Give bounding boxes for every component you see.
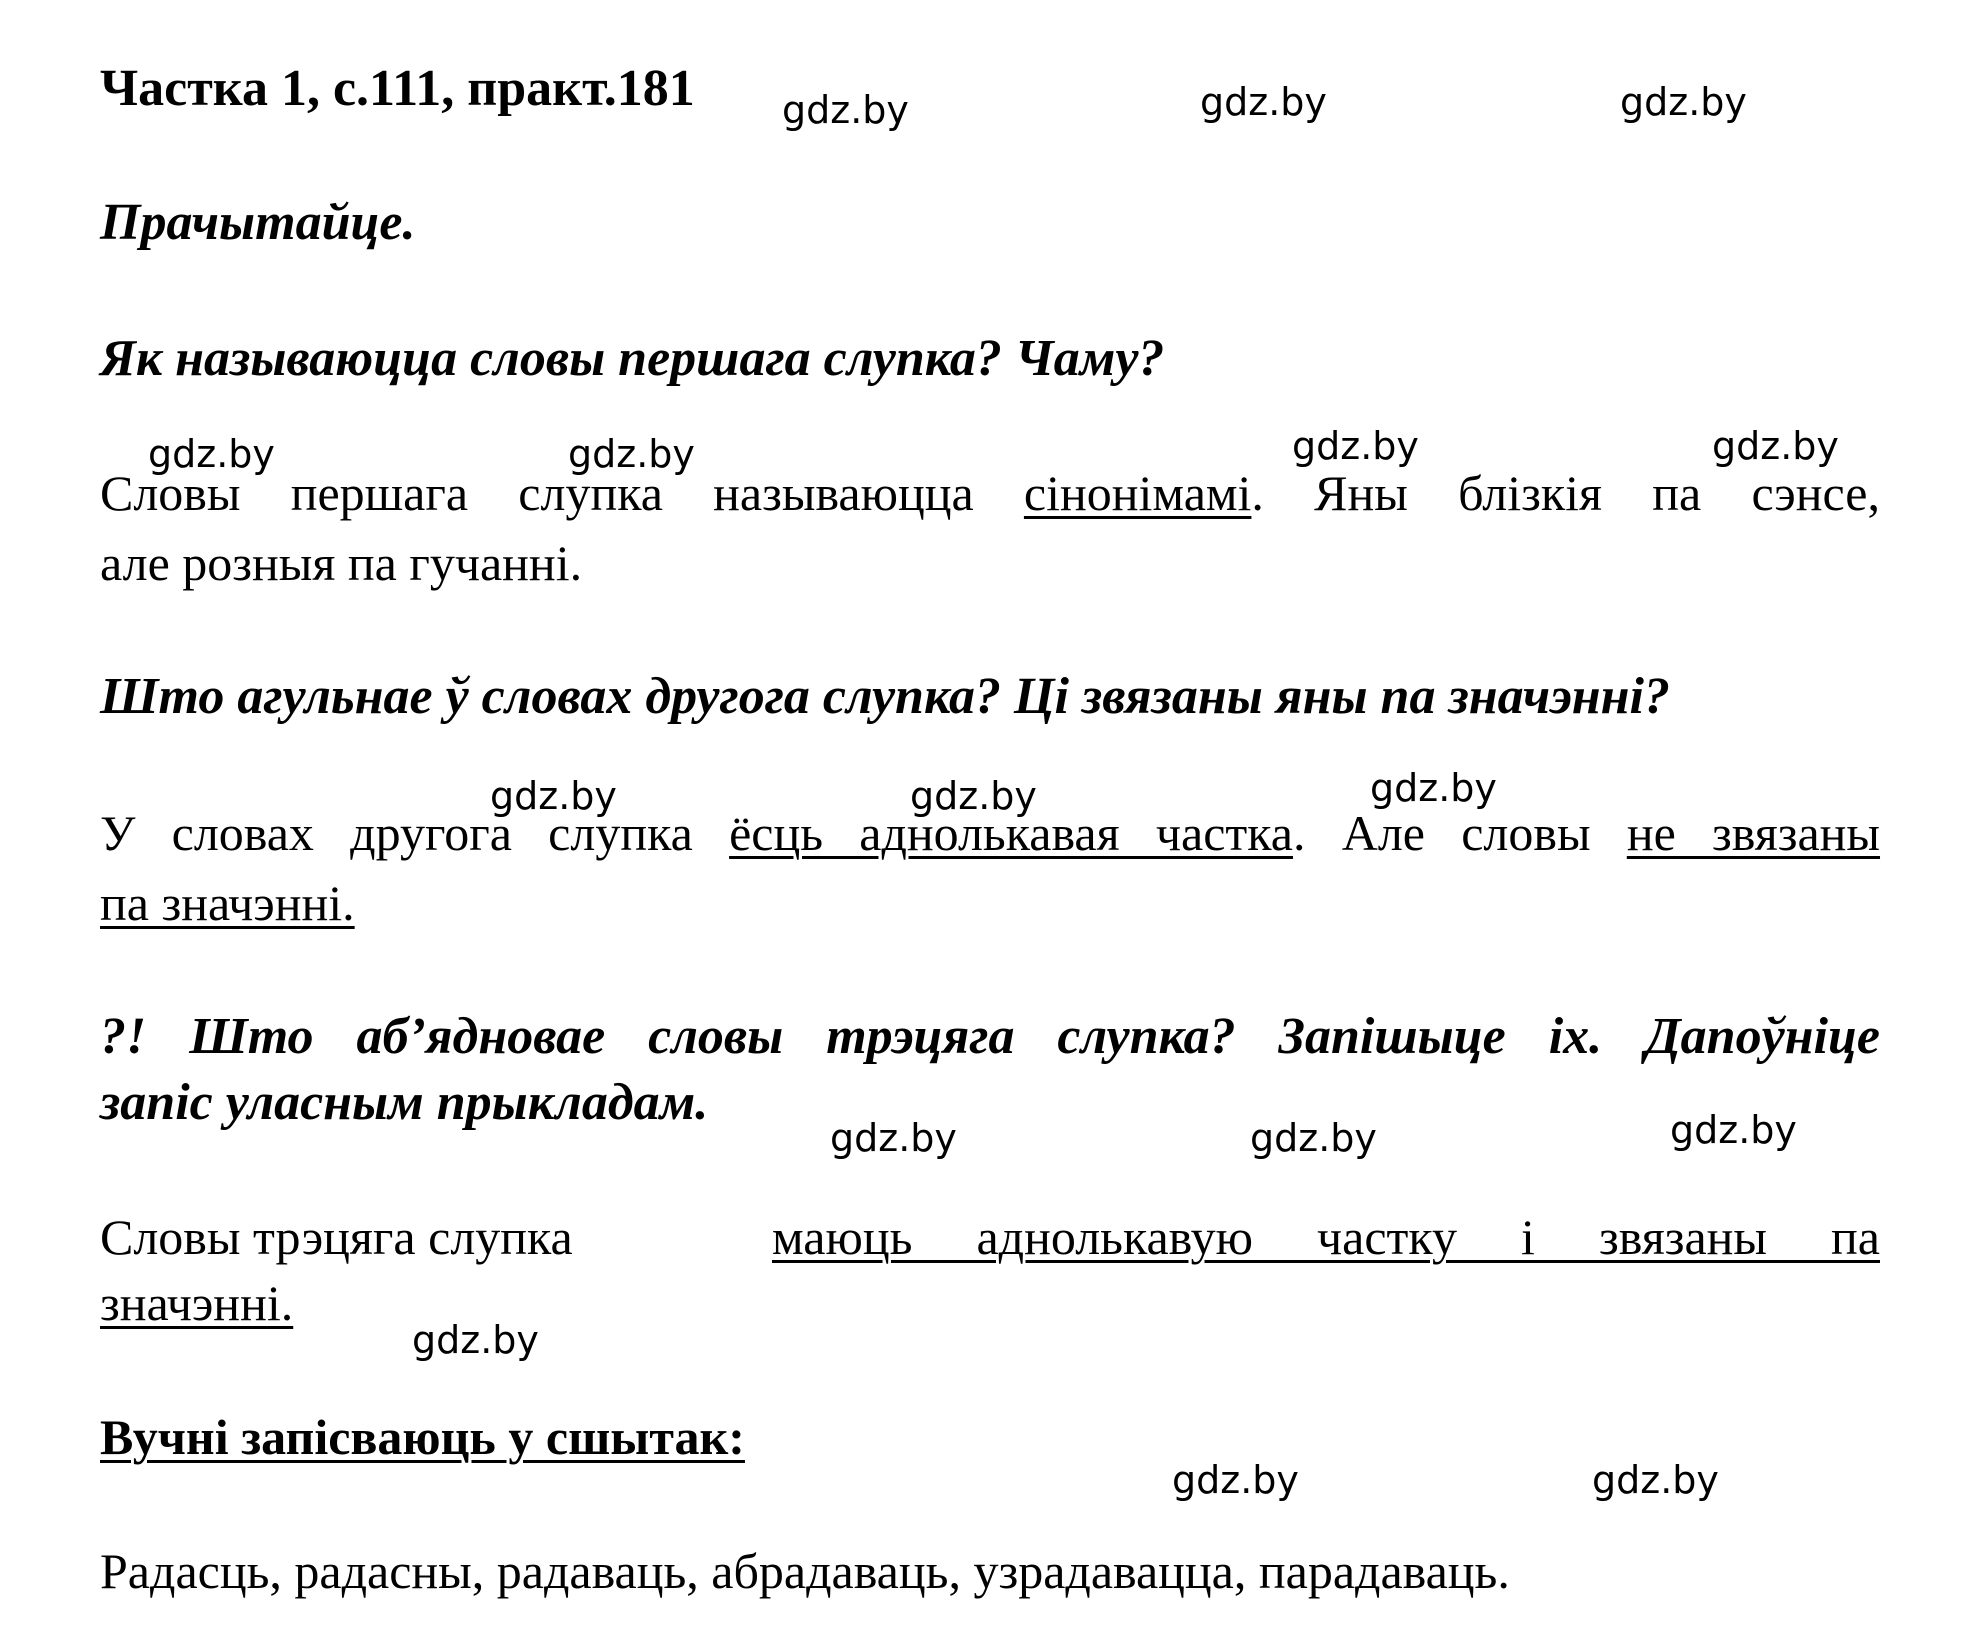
watermark: gdz.by xyxy=(1370,766,1497,810)
notebook-heading-text: Вучні запісваюць у сшытак: xyxy=(100,1409,745,1465)
watermark: gdz.by xyxy=(1592,1458,1719,1502)
answer-2-underlined-phrase: ёсць аднолькавая частка xyxy=(729,805,1293,861)
watermark: gdz.by xyxy=(1712,424,1839,468)
question-3-line-2: запіс уласным прыкладам. xyxy=(100,1074,709,1131)
answer-3-line-1 xyxy=(100,1204,1880,1270)
answer-1-text-end: . Яны блізкія па сэнсе, xyxy=(1251,465,1880,521)
watermark: gdz.by xyxy=(148,432,275,476)
page-title: Частка 1, с.111, практ.181 xyxy=(100,60,695,117)
answer-3-underlined-line-2: значэнні. xyxy=(100,1275,294,1331)
answer-1-line-2: але розныя па гучанні. xyxy=(100,535,583,591)
watermark: gdz.by xyxy=(830,1116,957,1160)
answer-1-line-1 xyxy=(100,460,1880,526)
watermark: gdz.by xyxy=(782,88,909,132)
answer-2-text-mid: . Але словы xyxy=(1292,805,1591,861)
answer-1-underlined-term: сінонімамі xyxy=(1023,465,1252,521)
answer-2-underlined-line-2: па значэнні. xyxy=(100,875,355,931)
watermark: gdz.by xyxy=(568,432,695,476)
watermark: gdz.by xyxy=(412,1318,539,1362)
answer-2-line-2 xyxy=(100,870,1880,936)
watermark: gdz.by xyxy=(1172,1458,1299,1502)
watermark: gdz.by xyxy=(1250,1116,1377,1160)
watermark: gdz.by xyxy=(1200,80,1327,124)
notebook-words: Радасць, радасны, радаваць, абрадаваць, узрадавацца, парадаваць. xyxy=(100,1543,1510,1599)
question-2: Што агульнае ў словах другога слупка? Ці звязаны яны па значэнні? xyxy=(100,668,1670,725)
watermark: gdz.by xyxy=(1670,1108,1797,1152)
watermark: gdz.by xyxy=(910,774,1037,818)
watermark: gdz.by xyxy=(1620,80,1747,124)
answer-2-text-start: У словах другога слупка xyxy=(100,805,693,861)
task-instruction: Прачытайце. xyxy=(100,194,416,251)
answer-3-underlined-phrase: маюць аднолькавую частку і звязаны па xyxy=(772,1209,1880,1265)
watermark: gdz.by xyxy=(1292,424,1419,468)
answer-3-line-2 xyxy=(100,1270,1880,1336)
answer-2-underlined-phrase-2: не звязаны xyxy=(1626,805,1881,861)
question-1: Як называюцца словы першага слупка? Чаму? xyxy=(100,330,1165,387)
answer-3-text-start: Словы трэцяга слупка xyxy=(100,1209,573,1265)
watermark: gdz.by xyxy=(490,774,617,818)
question-3-line-1: ?! Што аб’ядновае словы трэцяга слупка? Запішыце іх. Дапоўніце xyxy=(100,1008,1880,1065)
answer-1-text-start: Словы першага слупка называюцца xyxy=(100,465,974,521)
